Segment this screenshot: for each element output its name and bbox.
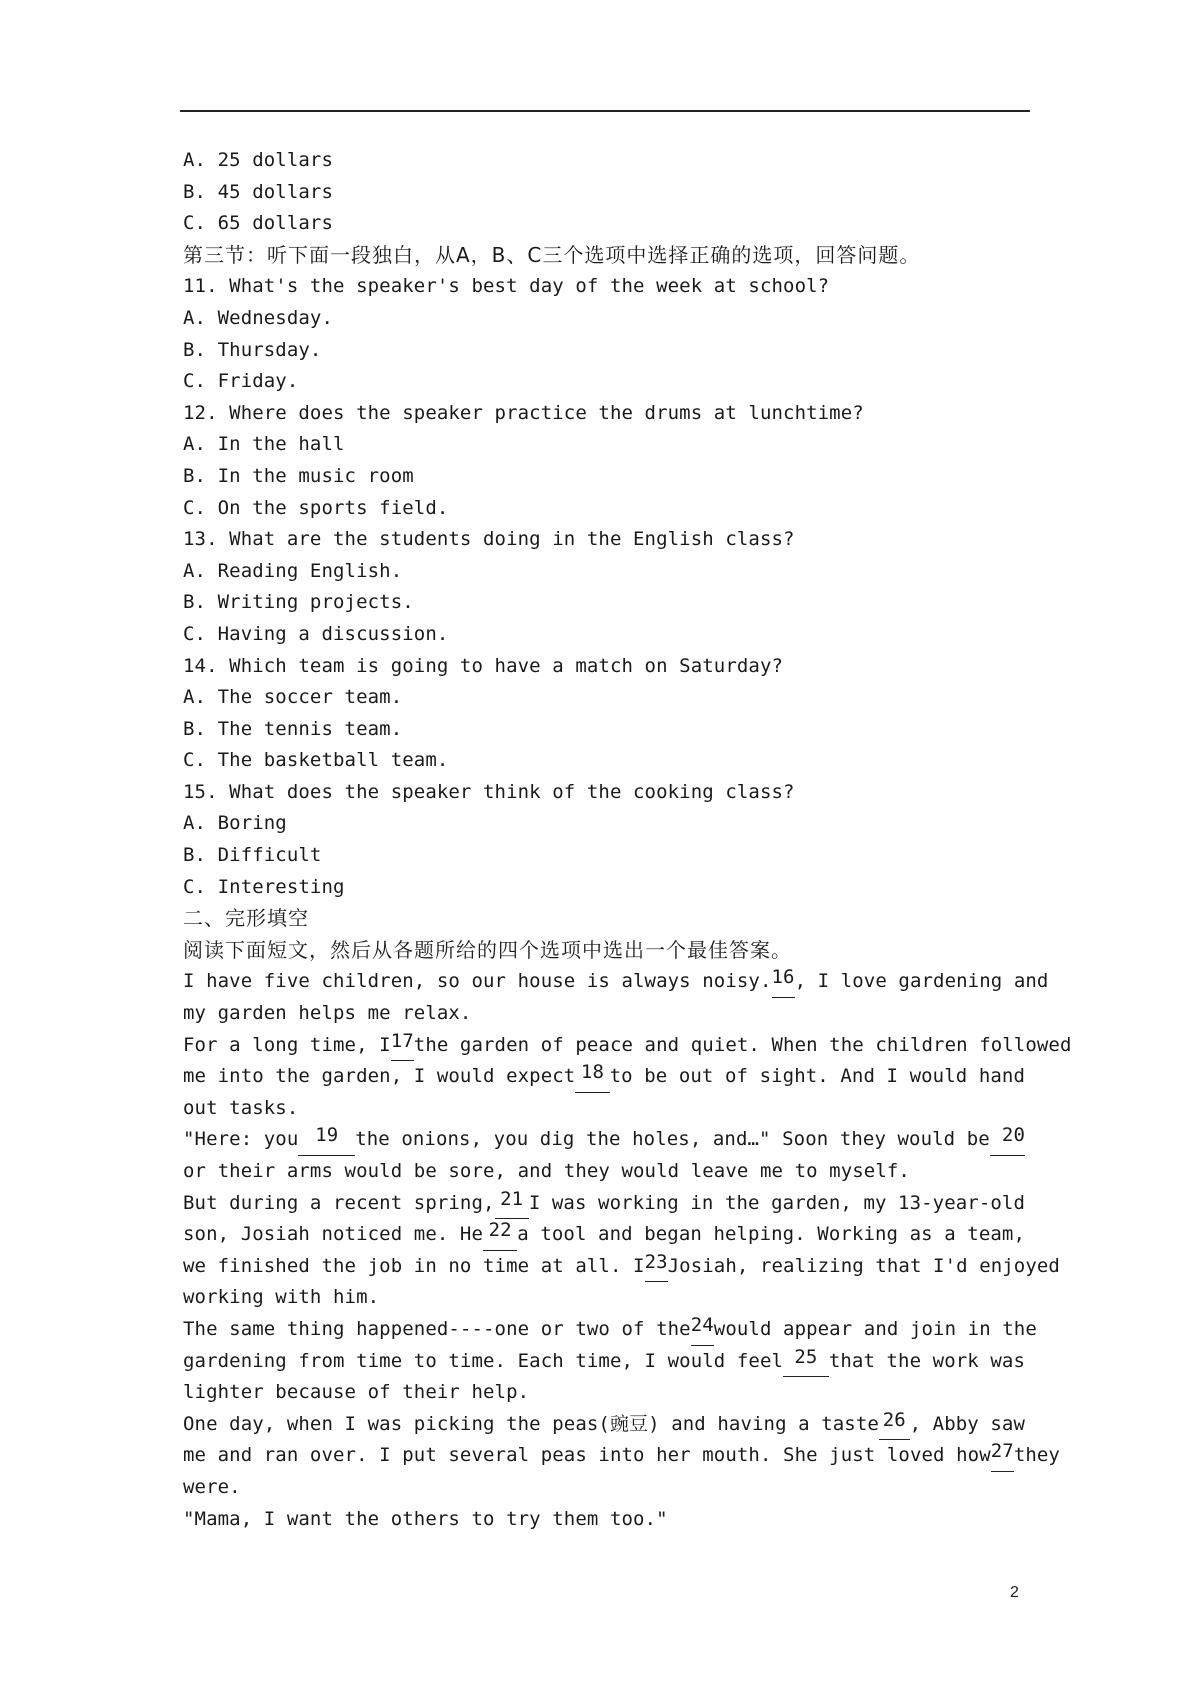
passage-line [183, 1093, 1025, 1125]
document-body [183, 145, 1072, 1535]
question-13-option-c: C. Having a discussion. [183, 622, 449, 645]
question-12-option-a: A. In the hall [183, 433, 345, 456]
passage-line [183, 1156, 1025, 1188]
passage-line [183, 1061, 1025, 1093]
passage-line [183, 1219, 1025, 1251]
question-11-option-b: B. Thursday. [183, 338, 322, 361]
passage-text: I have five children, so our house is always noisy. [183, 970, 772, 993]
passage-text: The same thing happened----one or two of the [183, 1317, 691, 1340]
passage-line [183, 1029, 1072, 1062]
blank-20: 20 [990, 1124, 1025, 1156]
passage-text: we finished the job in no time at all. I [183, 1254, 645, 1277]
question-14-option-a: A. The soccer team. [183, 686, 403, 709]
passage-line [183, 1313, 1037, 1346]
passage-text: me into the garden, I would expect [183, 1065, 576, 1088]
passage-text: "Here: you [183, 1128, 299, 1151]
passage-line [183, 1504, 1025, 1536]
passage-line [183, 1377, 1025, 1409]
passage-text: or their arms would be sore, and they would leave me to myself. [183, 1160, 910, 1182]
passage-text: out tasks. [183, 1096, 299, 1119]
passage-line [183, 1188, 1025, 1220]
passage-text: would appear and join in the [713, 1317, 1037, 1340]
passage-text: me and ran over. I put several peas into her mouth. She just loved how [183, 1444, 991, 1467]
blank-19: 19 [298, 1124, 355, 1156]
passage-line [183, 1472, 1025, 1504]
passage-line [183, 966, 1049, 998]
part2-instruction: 阅读下面短文，然后从各题所给的四个选项中选出一个最佳答案。 [183, 937, 792, 962]
question-15-option-a: A. Boring [183, 812, 287, 835]
passage-line [183, 1124, 1025, 1156]
blank-27: 27 [991, 1440, 1014, 1472]
passage-text: gardening from time to time. Each time, I would feel [183, 1349, 784, 1372]
passage-text: a tool and began helping. Working as a team, [517, 1223, 1025, 1246]
question-14-option-b: B. The tennis team. [183, 717, 403, 740]
blank-25: 25 [783, 1346, 829, 1378]
cloze-passage [183, 966, 1072, 1535]
blank-16: 16 [772, 966, 795, 998]
blank-24: 24 [691, 1314, 714, 1346]
section-instruction: 第三节：听下面一段独白，从A，B、C三个选项中选择正确的选项，回答问题。 [183, 242, 921, 267]
blank-18: 18 [575, 1061, 609, 1093]
question-12-option-b: B. In the music room [183, 464, 414, 487]
passage-text: , Abby saw [909, 1412, 1025, 1435]
question-15-option-c: C. Interesting [183, 875, 345, 898]
passage-text: lighter because of their help. [183, 1381, 530, 1404]
question-15: 15. What does the speaker think of the cooking class? [183, 780, 795, 803]
passage-text: to be out of sight. And I would hand [609, 1065, 1025, 1088]
passage-text: For a long time, I [183, 1033, 391, 1056]
passage-text: , I love gardening and [794, 970, 1049, 993]
passage-line [183, 1282, 1025, 1314]
question-11: 11. What's the speaker's best day of the week at school? [183, 275, 830, 298]
passage-text: the garden of peace and quiet. When the children followed [413, 1033, 1072, 1056]
part2-heading: 二、完形填空 [183, 906, 309, 931]
page-number: 2 [1010, 1584, 1019, 1601]
blank-22: 22 [483, 1219, 517, 1251]
blank-17: 17 [391, 1030, 414, 1062]
question-14-option-c: C. The basketball team. [183, 749, 449, 772]
passage-line [183, 1409, 1025, 1441]
passage-text: working with him. [183, 1286, 380, 1309]
question-15-option-b: B. Difficult [183, 844, 322, 867]
passage-text: that the work was [828, 1349, 1025, 1372]
passage-text: Josiah, realizing that I'd enjoyed [667, 1254, 1060, 1277]
passage-text: I was working in the garden, my 13-year-old [528, 1191, 1025, 1214]
passage-text: were. [183, 1475, 241, 1498]
passage-line [183, 998, 1025, 1030]
passage-line [183, 1440, 1060, 1472]
passage-text: One day, when I was picking the peas(豌豆) and having a taste [183, 1412, 879, 1435]
blank-23: 23 [645, 1251, 668, 1283]
question-13-option-a: A. Reading English. [183, 559, 403, 582]
passage-text: the onions, you dig the holes, and…" Soon they would be [355, 1128, 990, 1151]
passage-line [183, 1250, 1060, 1283]
question-12-option-c: C. On the sports field. [183, 496, 449, 519]
option-c: C. 65 dollars [183, 212, 334, 235]
passage-line [183, 1346, 1025, 1378]
question-11-option-c: C. Friday. [183, 370, 299, 393]
passage-text: But during a recent spring, [183, 1191, 495, 1214]
passage-text: son, Josiah noticed me. He [183, 1223, 484, 1246]
question-14: 14. Which team is going to have a match on Saturday? [183, 654, 784, 677]
header-rule [180, 110, 1030, 112]
question-13-option-b: B. Writing projects. [183, 591, 414, 614]
passage-text: they [1013, 1444, 1060, 1467]
question-12: 12. Where does the speaker practice the drums at lunchtime? [183, 401, 864, 424]
blank-26: 26 [879, 1409, 910, 1441]
passage-text: "Mama, I want the others to try them too." [183, 1507, 668, 1530]
option-a: A. 25 dollars [183, 149, 334, 171]
question-13: 13. What are the students doing in the English class? [183, 528, 795, 551]
blank-21: 21 [495, 1188, 529, 1220]
passage-text: my garden helps me relax. [183, 1002, 472, 1025]
question-11-option-a: A. Wednesday. [183, 306, 334, 329]
option-b: B. 45 dollars [183, 180, 334, 203]
